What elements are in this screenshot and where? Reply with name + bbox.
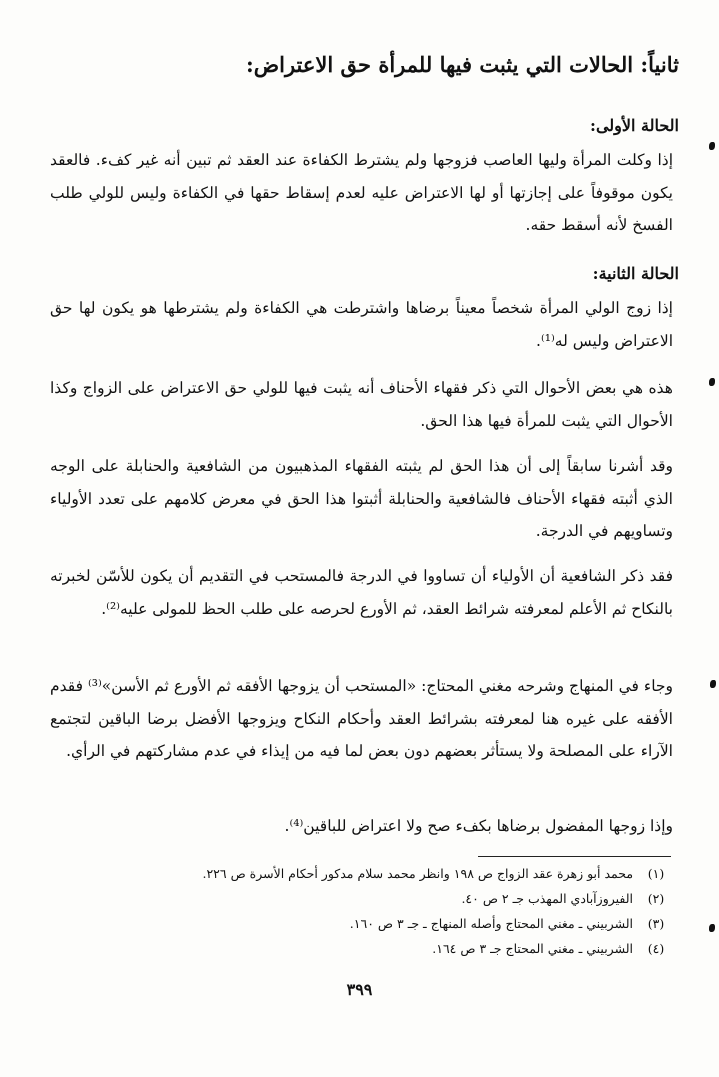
body-paragraph-4: وجاء في المنهاج وشرحه مغني المحتاج: «المستحب أن يزوجها الأفقه ثم الأورع ثم الأسن»⁽³⁾ فقدم الأفقه على غيره هنا لمعرفته بشرائط العقد وأحكام النكاح ويزوجها الأفضل برضا الباقين لتجتمع الآراء على المصلحة ولا يستأثر بعضهم دون بعض لما فيه من إيذاء في عدم مشاركتهم في الرأي. xyxy=(50,677,673,760)
scan-mark xyxy=(709,924,715,932)
footnote-4 xyxy=(35,941,675,956)
footnote-number: (٢) xyxy=(647,891,665,906)
case-two-paragraph: إذا زوج الولي المرأة شخصاً معيناً برضاها واشترطت هي الكفاءة ولم يشترطها هو يكون لها حق الاعتراض وليس له⁽¹⁾. xyxy=(50,299,673,350)
scan-mark xyxy=(709,378,715,386)
footnote-number: (٤) xyxy=(647,941,665,956)
footnote-separator xyxy=(478,856,671,857)
footnote-text: محمد أبو زهرة عقد الزواج ص ١٩٨ وانظر محمد سلام مدكور أحكام الأسرة ص ٢٢٦. xyxy=(202,866,634,881)
body-paragraph-2: وقد أشرنا سابقاً إلى أن هذا الحق لم يثبته الفقهاء المذهبيون من الشافعية والحنابلة على الوجه الذي أثبته فقهاء الأحناف فالشافعية والحنابلة أثبتوا هذا الحق في معرض كلامهم على تعدد الأولياء وتساويهم في الدرجة. xyxy=(50,457,673,540)
case-two-heading: الحالة الثانية: xyxy=(592,264,679,283)
footnote-1 xyxy=(35,866,675,881)
footnote-number: (١) xyxy=(647,866,665,881)
page-number: ٣٩٩ xyxy=(346,980,373,999)
case-one-paragraph: إذا وكلت المرأة وليها العاصب فزوجها ولم يشترط الكفاءة عند العقد ثم تبين أنه غير كفء. فالعقد يكون موقوفاً على إجازتها أو لها الاعتراض عليه لعدم إسقاط حقها في الكفاءة وليس للولي طلب الفسخ لأنه أسقط حقه. xyxy=(50,151,673,234)
body-paragraph-1: هذه هي بعض الأحوال التي ذكر فقهاء الأحناف أنه يثبت فيها للولي حق الاعتراض على الزواج وكذا الأحوال التي يثبت للمرأة فيها هذا الحق. xyxy=(50,379,673,430)
body-paragraph-5: وإذا زوجها المفضول برضاها بكفء صح ولا اعتراض للباقين⁽⁴⁾. xyxy=(284,817,673,835)
scan-mark xyxy=(710,680,716,688)
footnote-3 xyxy=(35,916,675,931)
footnote-number: (٣) xyxy=(647,916,665,931)
footnote-text: الشربيني ـ مغني المحتاج وأصله المنهاج ـ جـ ٣ ص ١٦٠. xyxy=(349,916,634,931)
case-one-heading: الحالة الأولى: xyxy=(590,116,679,135)
footnote-2 xyxy=(35,891,675,906)
section-title: ثانياً: الحالات التي يثبت فيها للمرأة حق الاعتراض: xyxy=(245,52,679,77)
scan-mark xyxy=(709,142,715,150)
body-paragraph-3: فقد ذكر الشافعية أن الأولياء أن تساووا في الدرجة فالمستحب في التقديم أن يكون للأسّن لخبرته بالنكاح ثم الأعلم لمعرفته شرائط العقد، ثم الأورع لحرصه على طلب الحظ للمولى عليه⁽²⁾. xyxy=(50,567,673,618)
footnote-text: الفيروزآبادي المهذب جـ ٢ ص ٤٠. xyxy=(461,891,634,906)
footnote-text: الشربيني ـ مغني المحتاج جـ ٣ ص ١٦٤. xyxy=(432,941,634,956)
